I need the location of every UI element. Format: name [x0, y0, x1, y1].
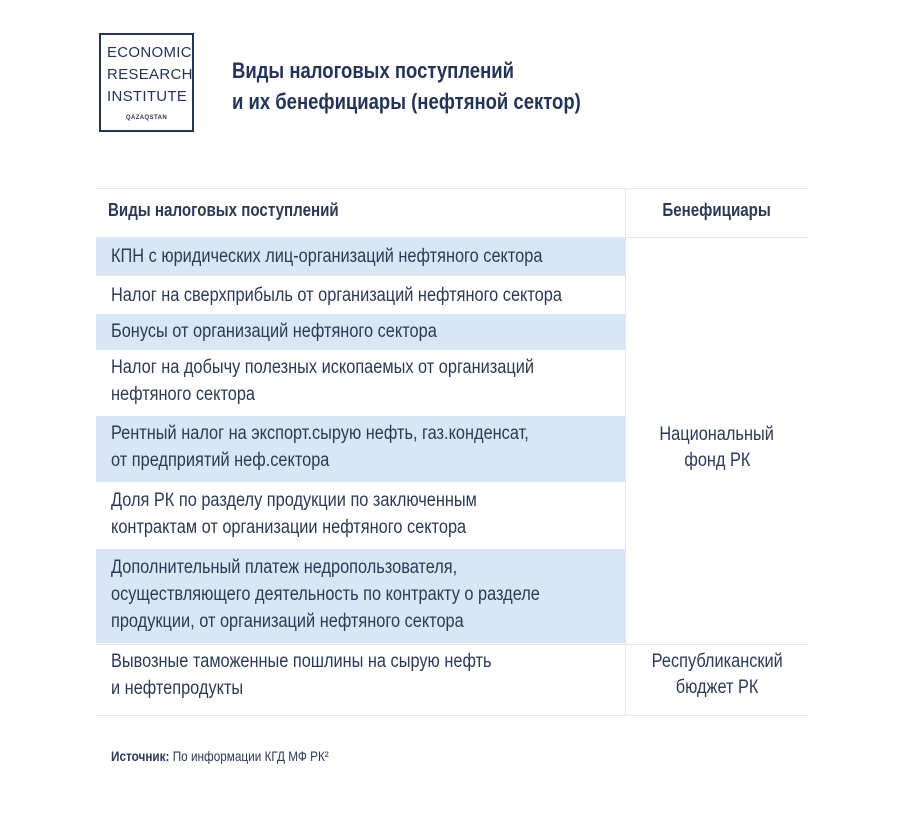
source-note — [111, 748, 329, 764]
table-row — [96, 482, 625, 549]
logo-subtitle: QAZAQSTAN — [125, 115, 168, 121]
logo-line-3: INSTITUTE — [107, 88, 188, 105]
source-text: По информации КГД МФ РК² — [172, 748, 329, 764]
table-row — [96, 645, 625, 715]
table-header — [96, 188, 808, 238]
title-line-1: Виды налоговых поступлений — [232, 58, 514, 83]
beneficiary-national-fund — [626, 422, 808, 474]
logo-line-2: RESEARCH — [107, 66, 193, 83]
row-2-line-1: Налог на сверхприбыль от организаций нефтяного сектора — [111, 285, 562, 306]
beneficiary-1-line-1: Национальный — [659, 424, 775, 445]
beneficiary-republican-budget — [626, 649, 808, 701]
row-6-line-2: контрактам от организации нефтяного сектора — [111, 517, 467, 538]
row-4-line-2: нефтяного сектора — [111, 384, 256, 405]
logo-line-1: ECONOMIC — [107, 44, 192, 61]
table-row — [96, 549, 625, 643]
row-4-line-1: Налог на добычу полезных ископаемых от организаций — [111, 357, 534, 378]
row-7-line-3: продукции, от организаций нефтяного сектора — [111, 611, 464, 632]
table-row — [96, 238, 625, 276]
table-row — [96, 350, 625, 416]
header-beneficiaries-cell — [626, 200, 808, 221]
row-5-line-2: от предприятий неф.сектора — [111, 450, 330, 471]
table-row — [96, 416, 625, 482]
page-title — [232, 55, 581, 117]
row-5-line-1: Рентный налог на экспорт.сырую нефть, газ.конденсат, — [111, 423, 529, 444]
tax-revenue-table — [96, 188, 808, 699]
row-3-line-1: Бонусы от организаций нефтяного сектора — [111, 321, 437, 342]
beneficiary-2-line-2: бюджет РК — [675, 677, 759, 698]
header-beneficiaries: Бенефициары — [662, 200, 772, 220]
header-tax-types: Виды налоговых поступлений — [108, 200, 339, 220]
table-row — [96, 314, 625, 350]
beneficiary-1-line-2: фонд РК — [683, 450, 751, 471]
row-7-line-2: осуществляющего деятельность по контракту о разделе — [111, 584, 540, 605]
title-line-2: и их бенефициары (нефтяной сектор) — [232, 89, 581, 114]
source-label: Источник: — [111, 748, 170, 764]
row-1-line-1: КПН с юридических лиц-организаций нефтяного сектора — [111, 246, 543, 267]
table-bottom-border — [96, 715, 808, 716]
row-8-line-2: и нефтепродукты — [111, 678, 244, 699]
beneficiary-2-line-1: Республиканский — [651, 651, 783, 672]
row-6-line-1: Доля РК по разделу продукции по заключенным — [111, 490, 477, 511]
institute-logo — [99, 33, 194, 132]
row-8-line-1: Вывозные таможенные пошлины на сырую нефть — [111, 651, 492, 672]
row-7-line-1: Дополнительный платеж недропользователя, — [111, 557, 458, 578]
table-row — [96, 276, 625, 314]
